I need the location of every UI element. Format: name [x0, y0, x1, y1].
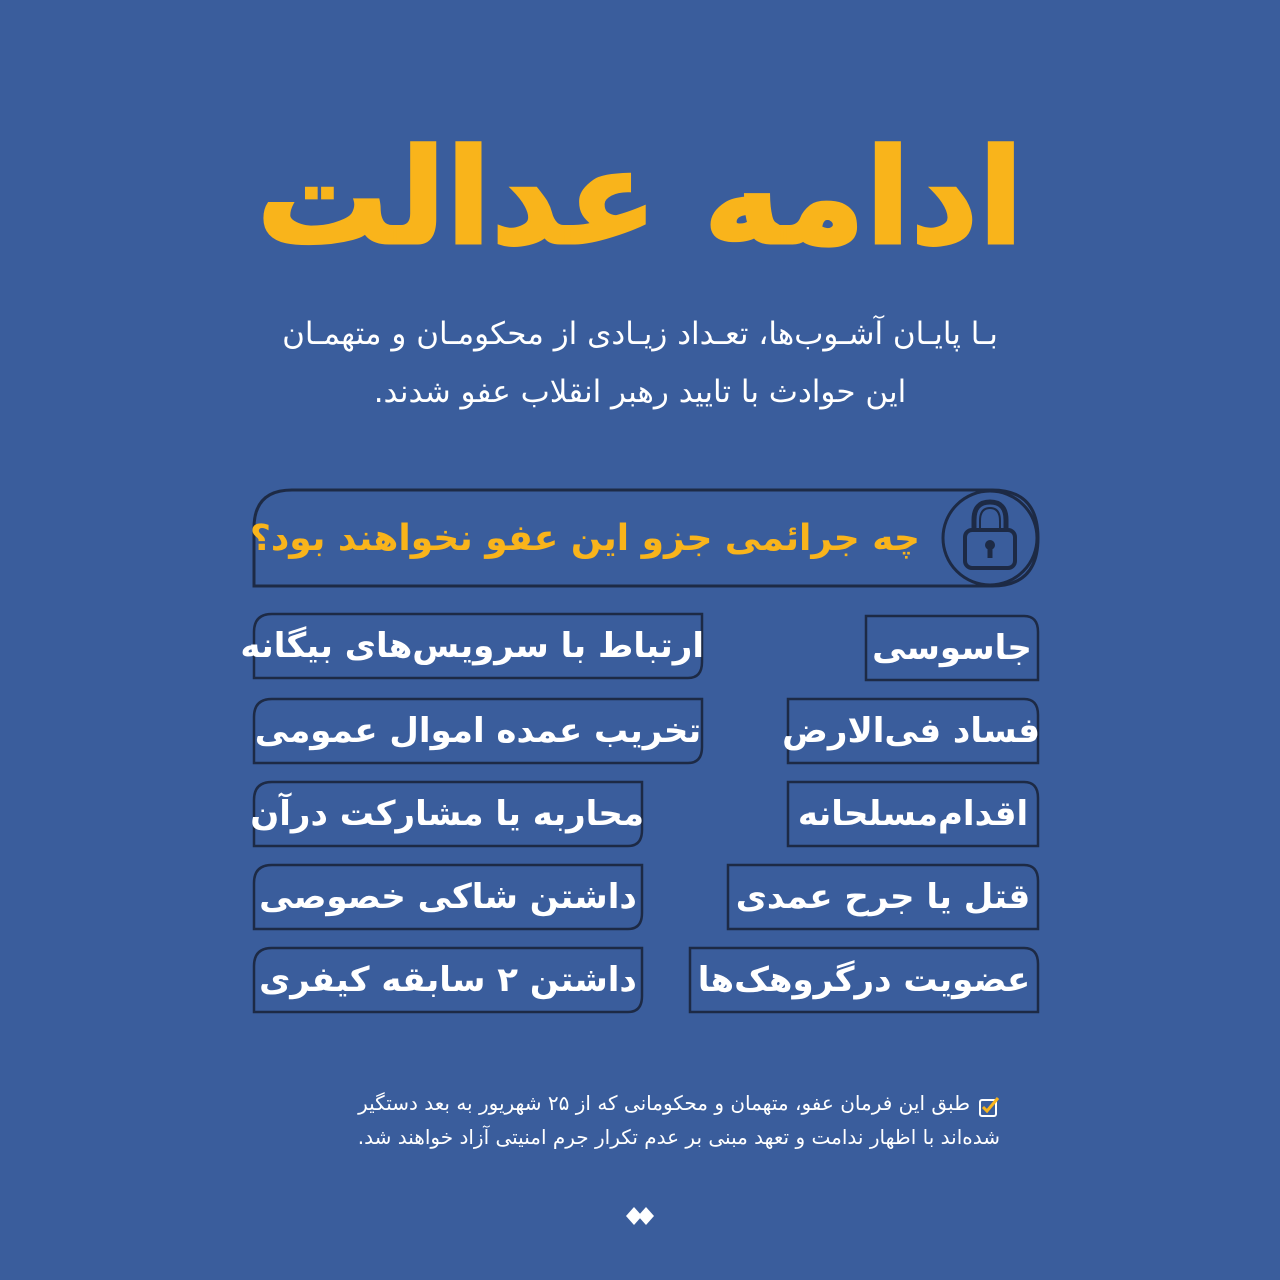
question-banner	[249, 488, 1040, 588]
crime-label: تخریب عمده اموال عمومی	[254, 711, 702, 751]
footnote-text-2: شده‌اند با اظهار ندامت و تعهد مبنی بر عدم تکرار جرم امنیتی آزاد خواهند شد.	[357, 1125, 1000, 1149]
lock-icon	[940, 488, 1040, 588]
subtitle	[200, 305, 1080, 421]
crime-label: قتل یا جرح عمدی	[735, 877, 1031, 917]
crime-label: عضویت درگروهک‌ها	[697, 960, 1031, 1000]
crime-label: جاسوسی	[872, 628, 1032, 668]
crime-item-groups	[688, 946, 1040, 1014]
subtitle-line-1: بـا پایـان آشـوب‌ها، تعـداد زیـادی از محکومـان و متهمـان	[282, 316, 998, 352]
crime-item-foreign-services	[240, 612, 704, 680]
crime-label: داشتن شاکی خصوصی	[259, 877, 637, 917]
footnote	[270, 1086, 1000, 1154]
crime-item-espionage	[864, 614, 1040, 682]
crime-label: فساد فی‌الارض	[782, 711, 1040, 751]
crime-label: داشتن ۲ سابقه کیفری	[259, 960, 637, 1000]
question-text: چه جرائمی جزو این عفو نخواهند بود؟	[249, 518, 920, 559]
crime-item-armed-action	[786, 780, 1040, 848]
crime-item-moharebeh	[252, 780, 644, 848]
page-title: ادامه عدالت	[256, 121, 1024, 275]
crime-item-corruption	[782, 697, 1040, 765]
crime-label: محاربه یا مشارکت درآن	[250, 794, 644, 834]
footnote-line-1	[270, 1086, 1000, 1120]
crime-item-private-plaintiff	[252, 863, 644, 931]
brand-logo	[624, 1204, 656, 1228]
crime-item-murder	[726, 863, 1040, 931]
crime-item-criminal-record	[252, 946, 644, 1014]
subtitle-line-2: این حوادث با تایید رهبر انقلاب عفو شدند.	[373, 374, 907, 410]
footnote-text-1: طبق این فرمان عفو، متهمان و محکومانی که از ۲۵ شهریور به بعد دستگیر	[358, 1091, 970, 1115]
crime-label: ارتباط با سرویس‌های بیگانه	[240, 626, 704, 666]
checkbox-icon	[978, 1094, 1000, 1116]
crime-item-property-destruction	[252, 697, 704, 765]
crime-label: اقدام‌مسلحانه	[797, 794, 1029, 834]
